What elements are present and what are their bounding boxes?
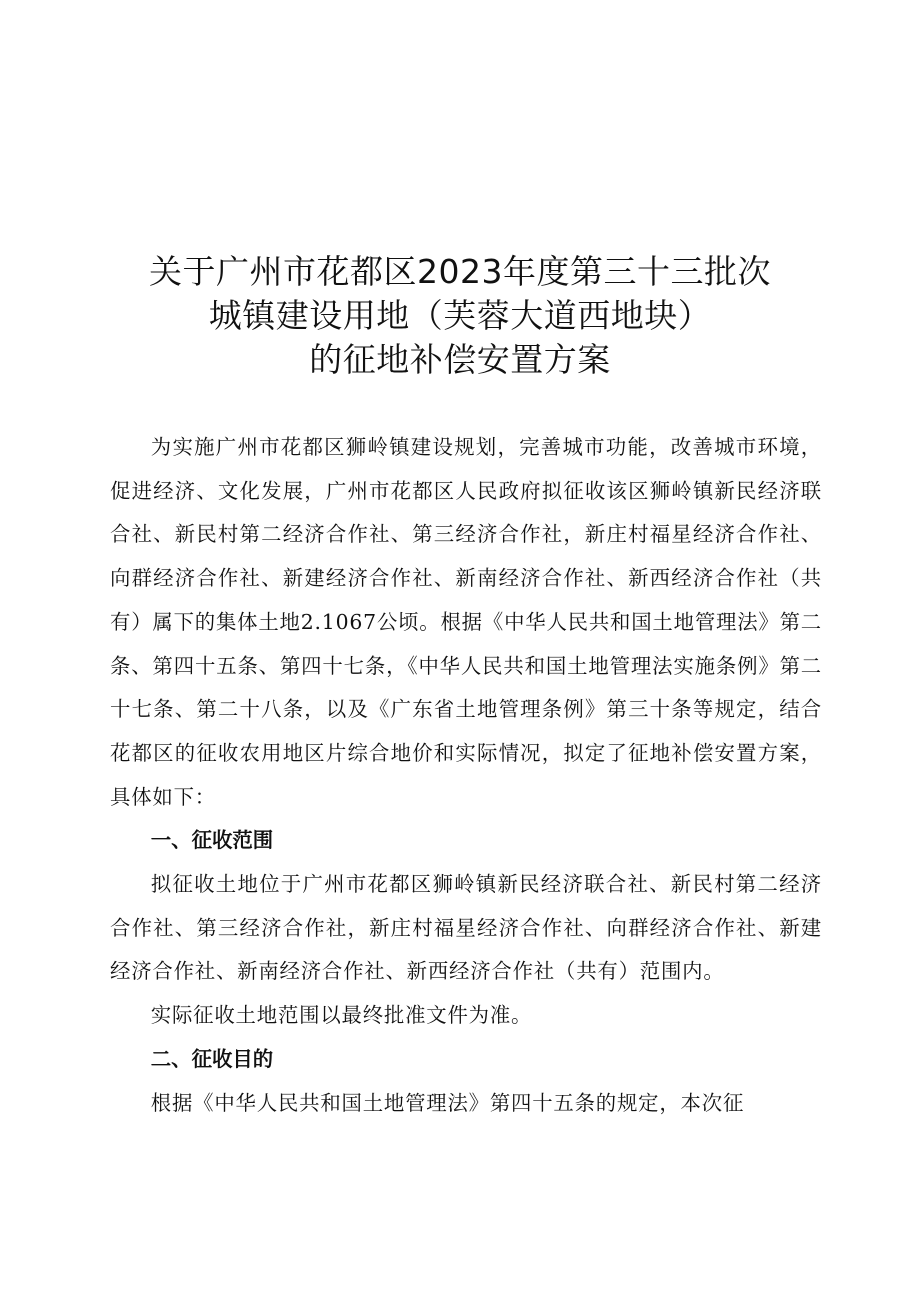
title-line-2: 城镇建设用地（芙蓉大道西地块） [208, 296, 712, 335]
section-heading-scope: 一、征收范围 [150, 828, 274, 853]
document-title [0, 250, 920, 382]
title-line-1: 关于广州市花都区2023年度第三十三批次 [149, 252, 771, 291]
section-heading-purpose: 二、征收目的 [150, 1046, 274, 1071]
purpose-paragraph-1: 根据《中华人民共和国土地管理法》第四十五条的规定，本次征 [150, 1090, 745, 1115]
document-body [110, 426, 822, 1125]
intro-paragraph: 为实施广州市花都区狮岭镇建设规划，完善城市功能，改善城市环境，促进经济、文化发展，广州市花都区人民政府拟征收该区狮岭镇新民经济联合社、新民村第二经济合作社、第三经济合作社，新庄村福星经济合作社、向群经济合作社、新建经济合作社、新南经济合作社、新西经济合作社（共有）属下的集体土地2.1067公顷。根据《中华人民共和国土地管理法》第二条、第四十五条、第四十七条，《中华人民共和国土地管理法实施条例》第二十七条、第二十八条，以及《广东省土地管理条例》第三十条等规定，结合花都区的征收农用地区片综合地价和实际情况，拟定了征地补偿安置方案，具体如下： [110, 435, 822, 809]
scope-paragraph-2: 实际征收土地范围以最终批准文件为准。 [150, 1003, 533, 1028]
title-line-3: 的征地补偿安置方案 [309, 340, 611, 379]
scope-paragraph-1: 拟征收土地位于广州市花都区狮岭镇新民经济联合社、新民村第二经济合作社、第三经济合作社，新庄村福星经济合作社、向群经济合作社、新建经济合作社、新南经济合作社、新西经济合作社（共有）范围内。 [110, 872, 822, 984]
